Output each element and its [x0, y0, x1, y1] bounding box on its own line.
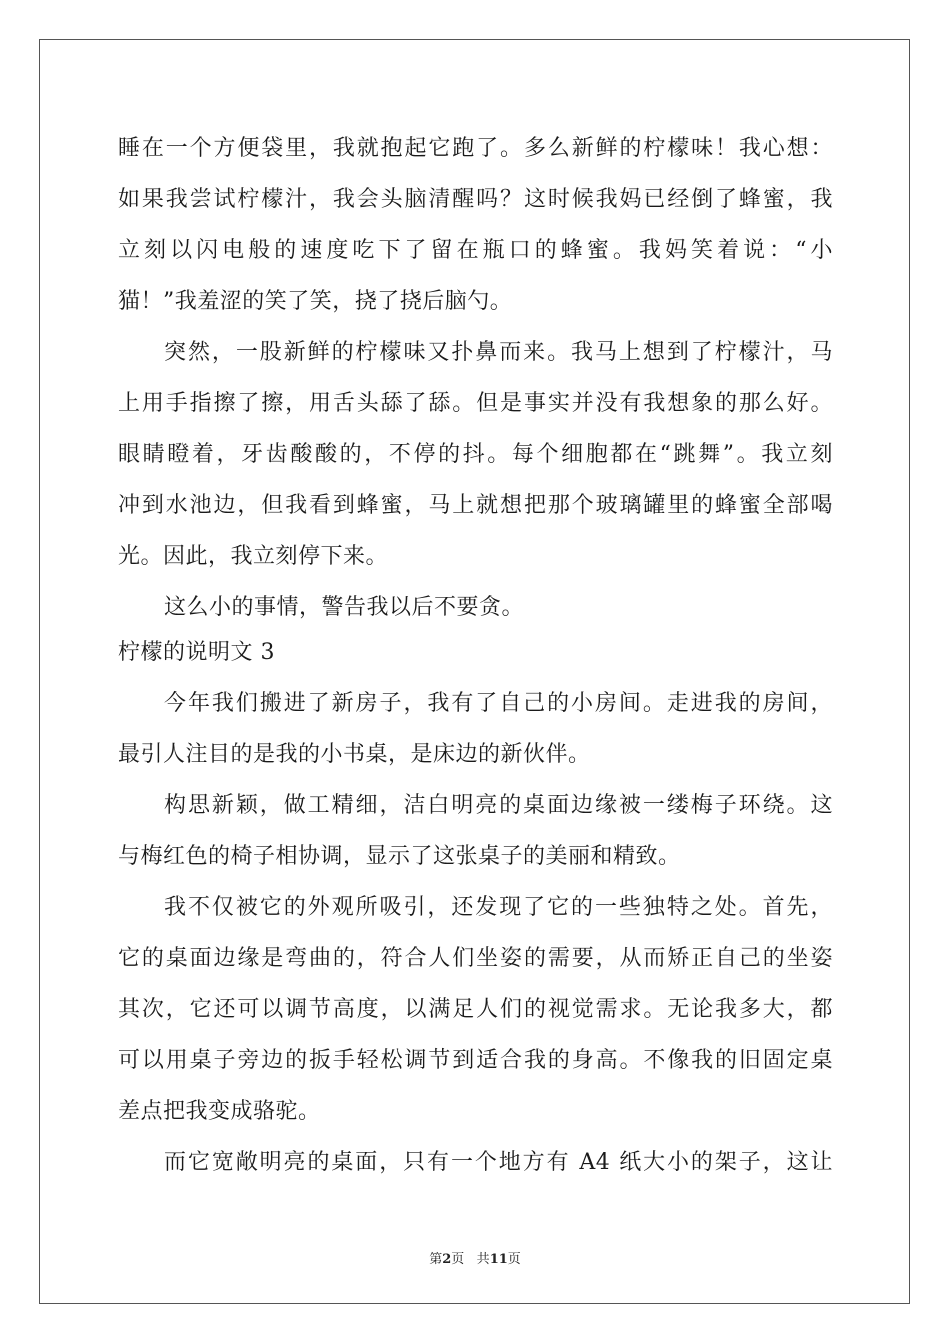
text-line: 光。因此，我立刻停下来。 — [118, 544, 389, 569]
text-line: 猫！”我羞涩的笑了笑，挠了挠后脑勺。 — [118, 289, 513, 314]
page-total: 11 — [489, 1252, 508, 1267]
page-current: 2 — [442, 1252, 452, 1267]
text-line: 睡在一个方便袋里，我就抱起它跑了。多么新鲜的柠檬味！我心想： — [118, 136, 833, 161]
text-line: 眼睛瞪着，牙齿酸酸的，不停的抖。每个细胞都在“跳舞”。我立刻 — [118, 442, 833, 467]
total-suffix: 页 — [507, 1252, 521, 1267]
paragraph-start: 而它宽敞明亮的桌面，只有一个地方有 A4 纸大小的架子，这让 — [164, 1150, 833, 1175]
text-line: 上用手指擦了擦，用舌头舔了舔。但是事实并没有我想象的那么好。 — [118, 391, 833, 416]
paragraph-start: 我不仅被它的外观所吸引，还发现了它的一些独特之处。首先， — [164, 895, 833, 920]
text-line: 如果我尝试柠檬汁，我会头脑清醒吗？这时候我妈已经倒了蜂蜜，我 — [118, 187, 833, 212]
text-line: 冲到水池边，但我看到蜂蜜，马上就想把那个玻璃罐里的蜂蜜全部喝 — [118, 493, 833, 518]
paragraph-start: 构思新颖，做工精细，洁白明亮的桌面边缘被一缕梅子环绕。这 — [164, 793, 833, 818]
text-line: 其次，它还可以调节高度，以满足人们的视觉需求。无论我多大，都 — [118, 997, 833, 1022]
page-prefix: 第 — [429, 1252, 443, 1267]
total-prefix: 共 — [476, 1252, 490, 1267]
text-line: 它的桌面边缘是弯曲的，符合人们坐姿的需要，从而矫正自己的坐姿 — [118, 946, 833, 971]
page-footer — [0, 1248, 950, 1267]
paragraph-start: 这么小的事情，警告我以后不要贪。 — [164, 595, 525, 620]
text-line: 差点把我变成骆驼。 — [118, 1099, 321, 1124]
document-body — [118, 129, 833, 1183]
text-line: 可以用桌子旁边的扳手轻松调节到适合我的身高。不像我的旧固定桌 — [118, 1048, 833, 1073]
text-line: 最引人注目的是我的小书桌，是床边的新伙伴。 — [118, 742, 591, 767]
text-line: 与梅红色的椅子相协调，显示了这张桌子的美丽和精致。 — [118, 844, 681, 869]
paragraph-start: 今年我们搬进了新房子，我有了自己的小房间。走进我的房间， — [164, 691, 833, 716]
paragraph-start: 突然，一股新鲜的柠檬味又扑鼻而来。我马上想到了柠檬汁，马 — [164, 340, 833, 365]
section-heading: 柠檬的说明文 3 — [118, 640, 275, 665]
text-line: 立刻以闪电般的速度吃下了留在瓶口的蜂蜜。我妈笑着说：“小 — [118, 238, 833, 263]
page-suffix: 页 — [451, 1252, 465, 1267]
